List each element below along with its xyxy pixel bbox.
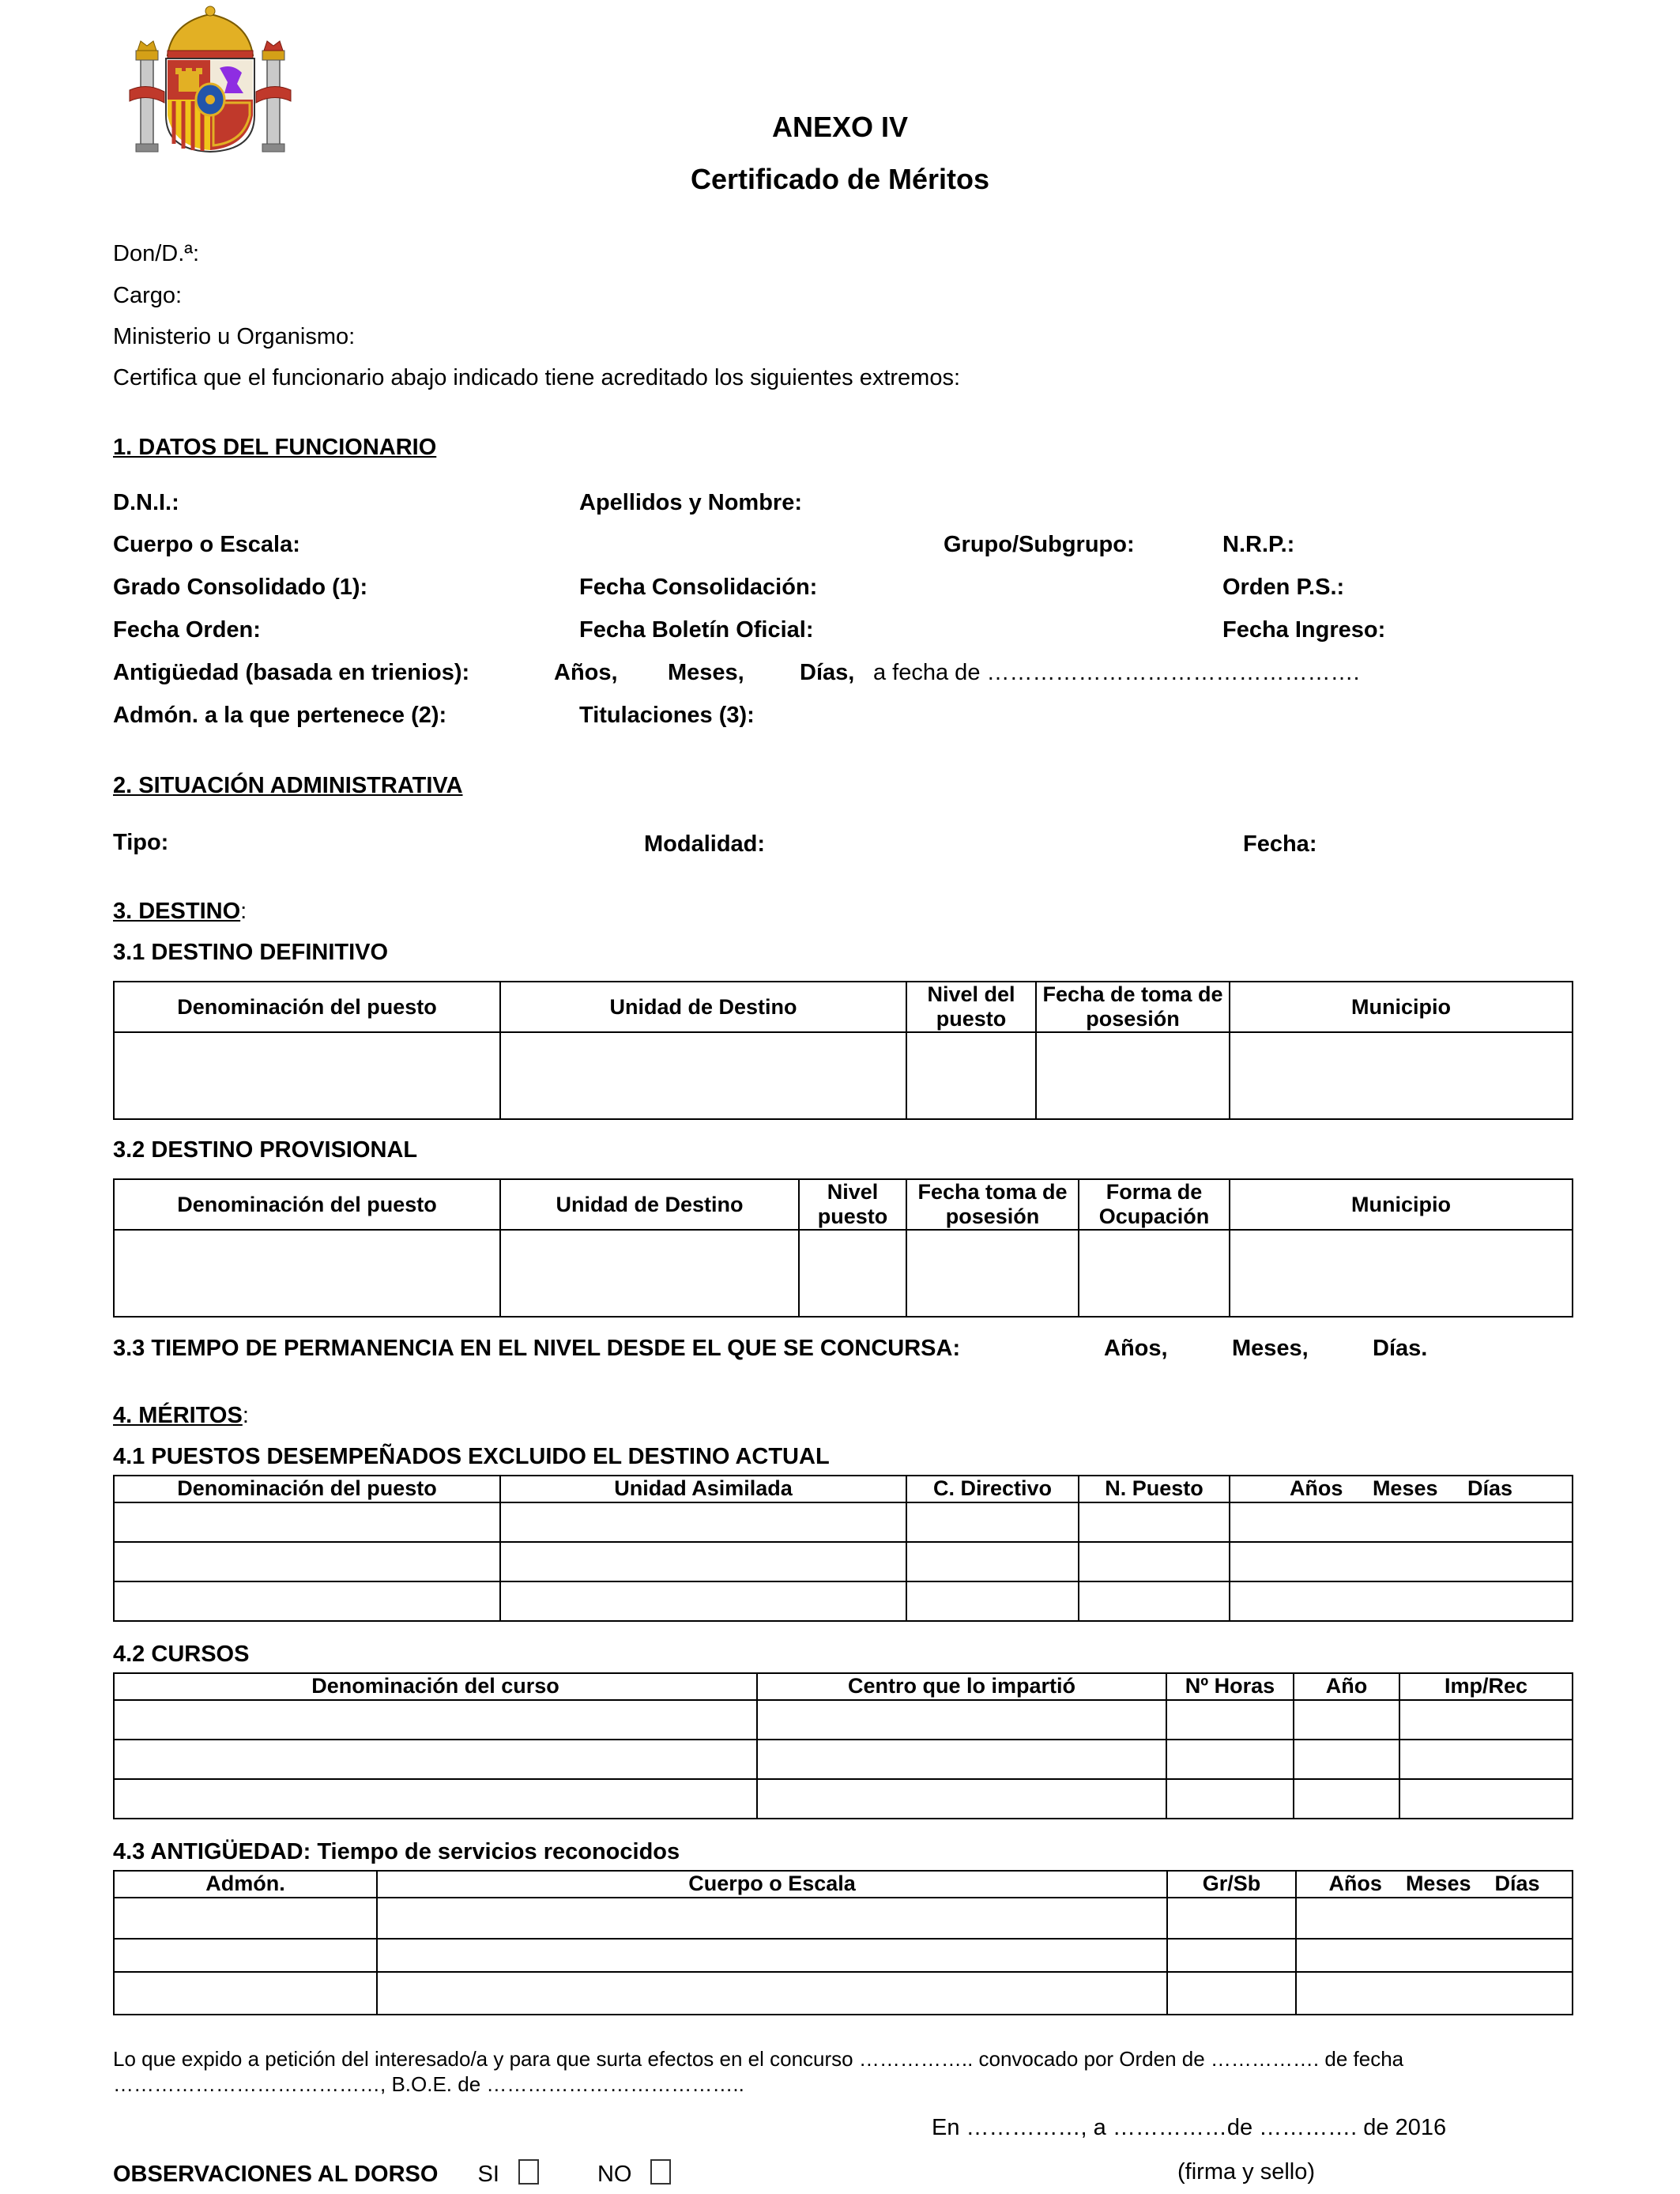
t32-header-municipio: Municipio: [1230, 1179, 1573, 1230]
t31-header-unidad: Unidad de Destino: [500, 982, 906, 1032]
observaciones-row: [113, 2159, 671, 2188]
permanencia-anos: Años,: [1104, 1336, 1168, 1361]
expido-line-2: …………………………………, B.O.E. de ………………………………..: [113, 2072, 744, 2096]
table-cell[interactable]: [1166, 1700, 1294, 1740]
table-cell[interactable]: [1296, 1939, 1573, 1972]
section-4-colon: :: [242, 1403, 249, 1428]
table-cell[interactable]: [906, 1581, 1079, 1621]
dni-label: D.N.I.:: [113, 490, 179, 515]
t31-header-municipio: Municipio: [1230, 982, 1573, 1032]
table-cell[interactable]: [1294, 1700, 1399, 1740]
grupo-label: Grupo/Subgrupo:: [944, 532, 1135, 557]
permanencia-dias: Días.: [1373, 1336, 1428, 1361]
observaciones-label: OBSERVACIONES AL DORSO: [113, 2162, 439, 2187]
table-cell[interactable]: [114, 1502, 500, 1542]
table-cell[interactable]: [1294, 1740, 1399, 1779]
cuerpo-label: Cuerpo o Escala:: [113, 532, 300, 557]
section-3-colon: :: [240, 899, 247, 924]
section-2-title: 2. SITUACIÓN ADMINISTRATIVA: [113, 773, 463, 798]
firma-sello-label: (firma y sello): [1177, 2159, 1316, 2185]
section-1-title: 1. DATOS DEL FUNCIONARIO: [113, 435, 437, 460]
t43-header-gr-sb: Gr/Sb: [1167, 1871, 1296, 1898]
grado-label: Grado Consolidado (1):: [113, 575, 368, 600]
apellidos-label: Apellidos y Nombre:: [579, 490, 802, 515]
table-cell[interactable]: [377, 1939, 1167, 1972]
table-cell[interactable]: [1166, 1779, 1294, 1819]
expido-line-1: Lo que expido a petición del interesado/a y para que surta efectos en el concurso …………….. convocado por Orden de ……………. de fecha: [113, 2047, 1404, 2071]
no-label: NO: [597, 2162, 632, 2187]
table-cell[interactable]: [114, 1939, 377, 1972]
table-cell[interactable]: [1079, 1502, 1230, 1542]
orden-ps-label: Orden P.S.:: [1222, 575, 1345, 600]
table-cell[interactable]: [1166, 1740, 1294, 1779]
antiguedad-table: [113, 1870, 1573, 2015]
si-checkbox[interactable]: [518, 2159, 539, 2185]
table-cell[interactable]: [1399, 1779, 1573, 1819]
t41-header-denominacion: Denominación del puesto: [114, 1476, 500, 1502]
section-3-3-title: 3.3 TIEMPO DE PERMANENCIA EN EL NIVEL DESDE EL QUE SE CONCURSA:: [113, 1336, 961, 1361]
table-cell[interactable]: [1399, 1740, 1573, 1779]
section-3-title: [113, 899, 247, 925]
cargo-label: Cargo:: [113, 283, 183, 308]
antiguedad-anos: Años,: [554, 660, 618, 685]
table-cell[interactable]: [1079, 1542, 1230, 1581]
table-row: [114, 1032, 1573, 1119]
table-cell[interactable]: [1079, 1230, 1230, 1317]
table-cell[interactable]: [500, 1542, 906, 1581]
table-cell[interactable]: [906, 1542, 1079, 1581]
section-3-2-title: 3.2 DESTINO PROVISIONAL: [113, 1137, 418, 1163]
section-4-3-title: 4.3 ANTIGÜEDAD: Tiempo de servicios reconocidos: [113, 1839, 680, 1864]
section-3-1-title: 3.1 DESTINO DEFINITIVO: [113, 940, 389, 965]
section-4-title: [113, 1403, 249, 1429]
table-row: [114, 1779, 1573, 1819]
si-label: SI: [477, 2162, 499, 2187]
table-cell[interactable]: [906, 1230, 1079, 1317]
t32-header-denominacion: Denominación del puesto: [114, 1179, 500, 1230]
t32-header-forma-ocupacion: Forma de Ocupación: [1079, 1179, 1230, 1230]
table-cell[interactable]: [1230, 1542, 1573, 1581]
table-row: [114, 1939, 1573, 1972]
don-label: Don/D.ª:: [113, 241, 200, 266]
t32-header-nivel: Nivel puesto: [799, 1179, 906, 1230]
tipo-label: Tipo:: [113, 830, 169, 855]
document-title: ANEXO IV: [771, 111, 909, 143]
t41-header-c-directivo: C. Directivo: [906, 1476, 1079, 1502]
t41-header-n-puesto: N. Puesto: [1079, 1476, 1230, 1502]
puestos-desempenados-table: [113, 1475, 1573, 1622]
table-cell[interactable]: [500, 1032, 906, 1119]
t42-header-imp-rec: Imp/Rec: [1399, 1673, 1573, 1700]
t41-header-unidad-asimilada: Unidad Asimilada: [500, 1476, 906, 1502]
table-cell[interactable]: [1399, 1700, 1573, 1740]
t43-header-admon: Admón.: [114, 1871, 377, 1898]
t32-header-unidad: Unidad de Destino: [500, 1179, 799, 1230]
section-3-title-text: 3. DESTINO: [113, 899, 241, 924]
table-row: [114, 1502, 1573, 1542]
lugar-fecha: En ……………, a ……………de …………. de 2016: [932, 2115, 1447, 2140]
table-cell[interactable]: [114, 1032, 500, 1119]
table-cell[interactable]: [1167, 1972, 1296, 2015]
t42-header-horas: Nº Horas: [1166, 1673, 1294, 1700]
table-cell[interactable]: [500, 1230, 799, 1317]
table-cell[interactable]: [500, 1581, 906, 1621]
section-4-2-title: 4.2 CURSOS: [113, 1642, 250, 1667]
table-cell[interactable]: [906, 1502, 1079, 1542]
table-cell[interactable]: [1230, 1502, 1573, 1542]
section-4-1-title: 4.1 PUESTOS DESEMPEÑADOS EXCLUIDO EL DESTINO ACTUAL: [113, 1444, 830, 1469]
t31-header-denominacion: Denominación del puesto: [114, 982, 500, 1032]
table-cell[interactable]: [799, 1230, 906, 1317]
ministerio-label: Ministerio u Organismo:: [113, 324, 356, 349]
table-cell[interactable]: [500, 1502, 906, 1542]
table-cell[interactable]: [1230, 1230, 1573, 1317]
table-cell[interactable]: [377, 1898, 1167, 1939]
fecha-ingreso-label: Fecha Ingreso:: [1222, 617, 1386, 643]
cursos-table: [113, 1672, 1573, 1819]
table-cell[interactable]: [1036, 1032, 1230, 1119]
destino-provisional-table: [113, 1178, 1573, 1318]
certifica-text: Certifica que el funcionario abajo indicado tiene acreditado los siguientes extremos:: [113, 365, 961, 390]
table-cell[interactable]: [114, 1740, 757, 1779]
antiguedad-meses: Meses,: [668, 660, 744, 685]
antiguedad-label: Antigüedad (basada en trienios):: [113, 660, 470, 685]
table-row: [114, 1542, 1573, 1581]
t41-header-tiempo: Años Meses Días: [1230, 1476, 1573, 1502]
table-cell[interactable]: [114, 1700, 757, 1740]
antiguedad-a-fecha: a fecha de ………………………………………….: [873, 660, 1360, 685]
table-row: [114, 1230, 1573, 1317]
document-subtitle: Certificado de Méritos: [690, 163, 990, 195]
table-cell[interactable]: [1296, 1972, 1573, 2015]
table-cell[interactable]: [757, 1740, 1166, 1779]
table-cell[interactable]: [906, 1032, 1036, 1119]
titulaciones-label: Titulaciones (3):: [579, 703, 755, 728]
nrp-label: N.R.P.:: [1222, 532, 1295, 557]
table-row: [114, 1700, 1573, 1740]
permanencia-meses: Meses,: [1232, 1336, 1309, 1361]
table-row: [114, 1581, 1573, 1621]
table-cell[interactable]: [1296, 1898, 1573, 1939]
table-cell[interactable]: [1167, 1898, 1296, 1939]
t43-header-cuerpo: Cuerpo o Escala: [377, 1871, 1167, 1898]
t42-header-centro: Centro que lo impartió: [757, 1673, 1166, 1700]
table-cell[interactable]: [114, 1230, 500, 1317]
table-cell[interactable]: [757, 1700, 1166, 1740]
table-cell[interactable]: [1230, 1581, 1573, 1621]
t32-header-fecha-toma: Fecha toma de posesión: [906, 1179, 1079, 1230]
table-cell[interactable]: [1294, 1779, 1399, 1819]
table-cell[interactable]: [114, 1779, 757, 1819]
table-cell[interactable]: [1167, 1939, 1296, 1972]
t31-header-nivel: Nivel del puesto: [906, 982, 1036, 1032]
table-cell[interactable]: [114, 1898, 377, 1939]
fecha-consolidacion-label: Fecha Consolidación:: [579, 575, 818, 600]
table-cell[interactable]: [114, 1542, 500, 1581]
destino-definitivo-table: [113, 981, 1573, 1120]
t42-header-ano: Año: [1294, 1673, 1399, 1700]
table-row: [114, 1972, 1573, 2015]
table-row: [114, 1740, 1573, 1779]
table-cell[interactable]: [114, 1972, 377, 2015]
fecha-orden-label: Fecha Orden:: [113, 617, 261, 643]
modalidad-label: Modalidad:: [644, 831, 766, 857]
table-cell[interactable]: [1230, 1032, 1573, 1119]
table-cell[interactable]: [114, 1581, 500, 1621]
t43-header-tiempo: Años Meses Días: [1296, 1871, 1573, 1898]
admon-label: Admón. a la que pertenece (2):: [113, 703, 447, 728]
table-cell[interactable]: [757, 1779, 1166, 1819]
table-row: [114, 1898, 1573, 1939]
fecha-boletin-label: Fecha Boletín Oficial:: [579, 617, 814, 643]
no-checkbox[interactable]: [650, 2159, 671, 2185]
t31-header-fecha-toma: Fecha de toma de posesión: [1036, 982, 1230, 1032]
antiguedad-dias: Días,: [800, 660, 855, 685]
table-cell[interactable]: [377, 1972, 1167, 2015]
table-cell[interactable]: [1079, 1581, 1230, 1621]
section-4-title-text: 4. MÉRITOS: [113, 1403, 243, 1428]
t42-header-denominacion: Denominación del curso: [114, 1673, 757, 1700]
fecha-label: Fecha:: [1243, 831, 1317, 857]
